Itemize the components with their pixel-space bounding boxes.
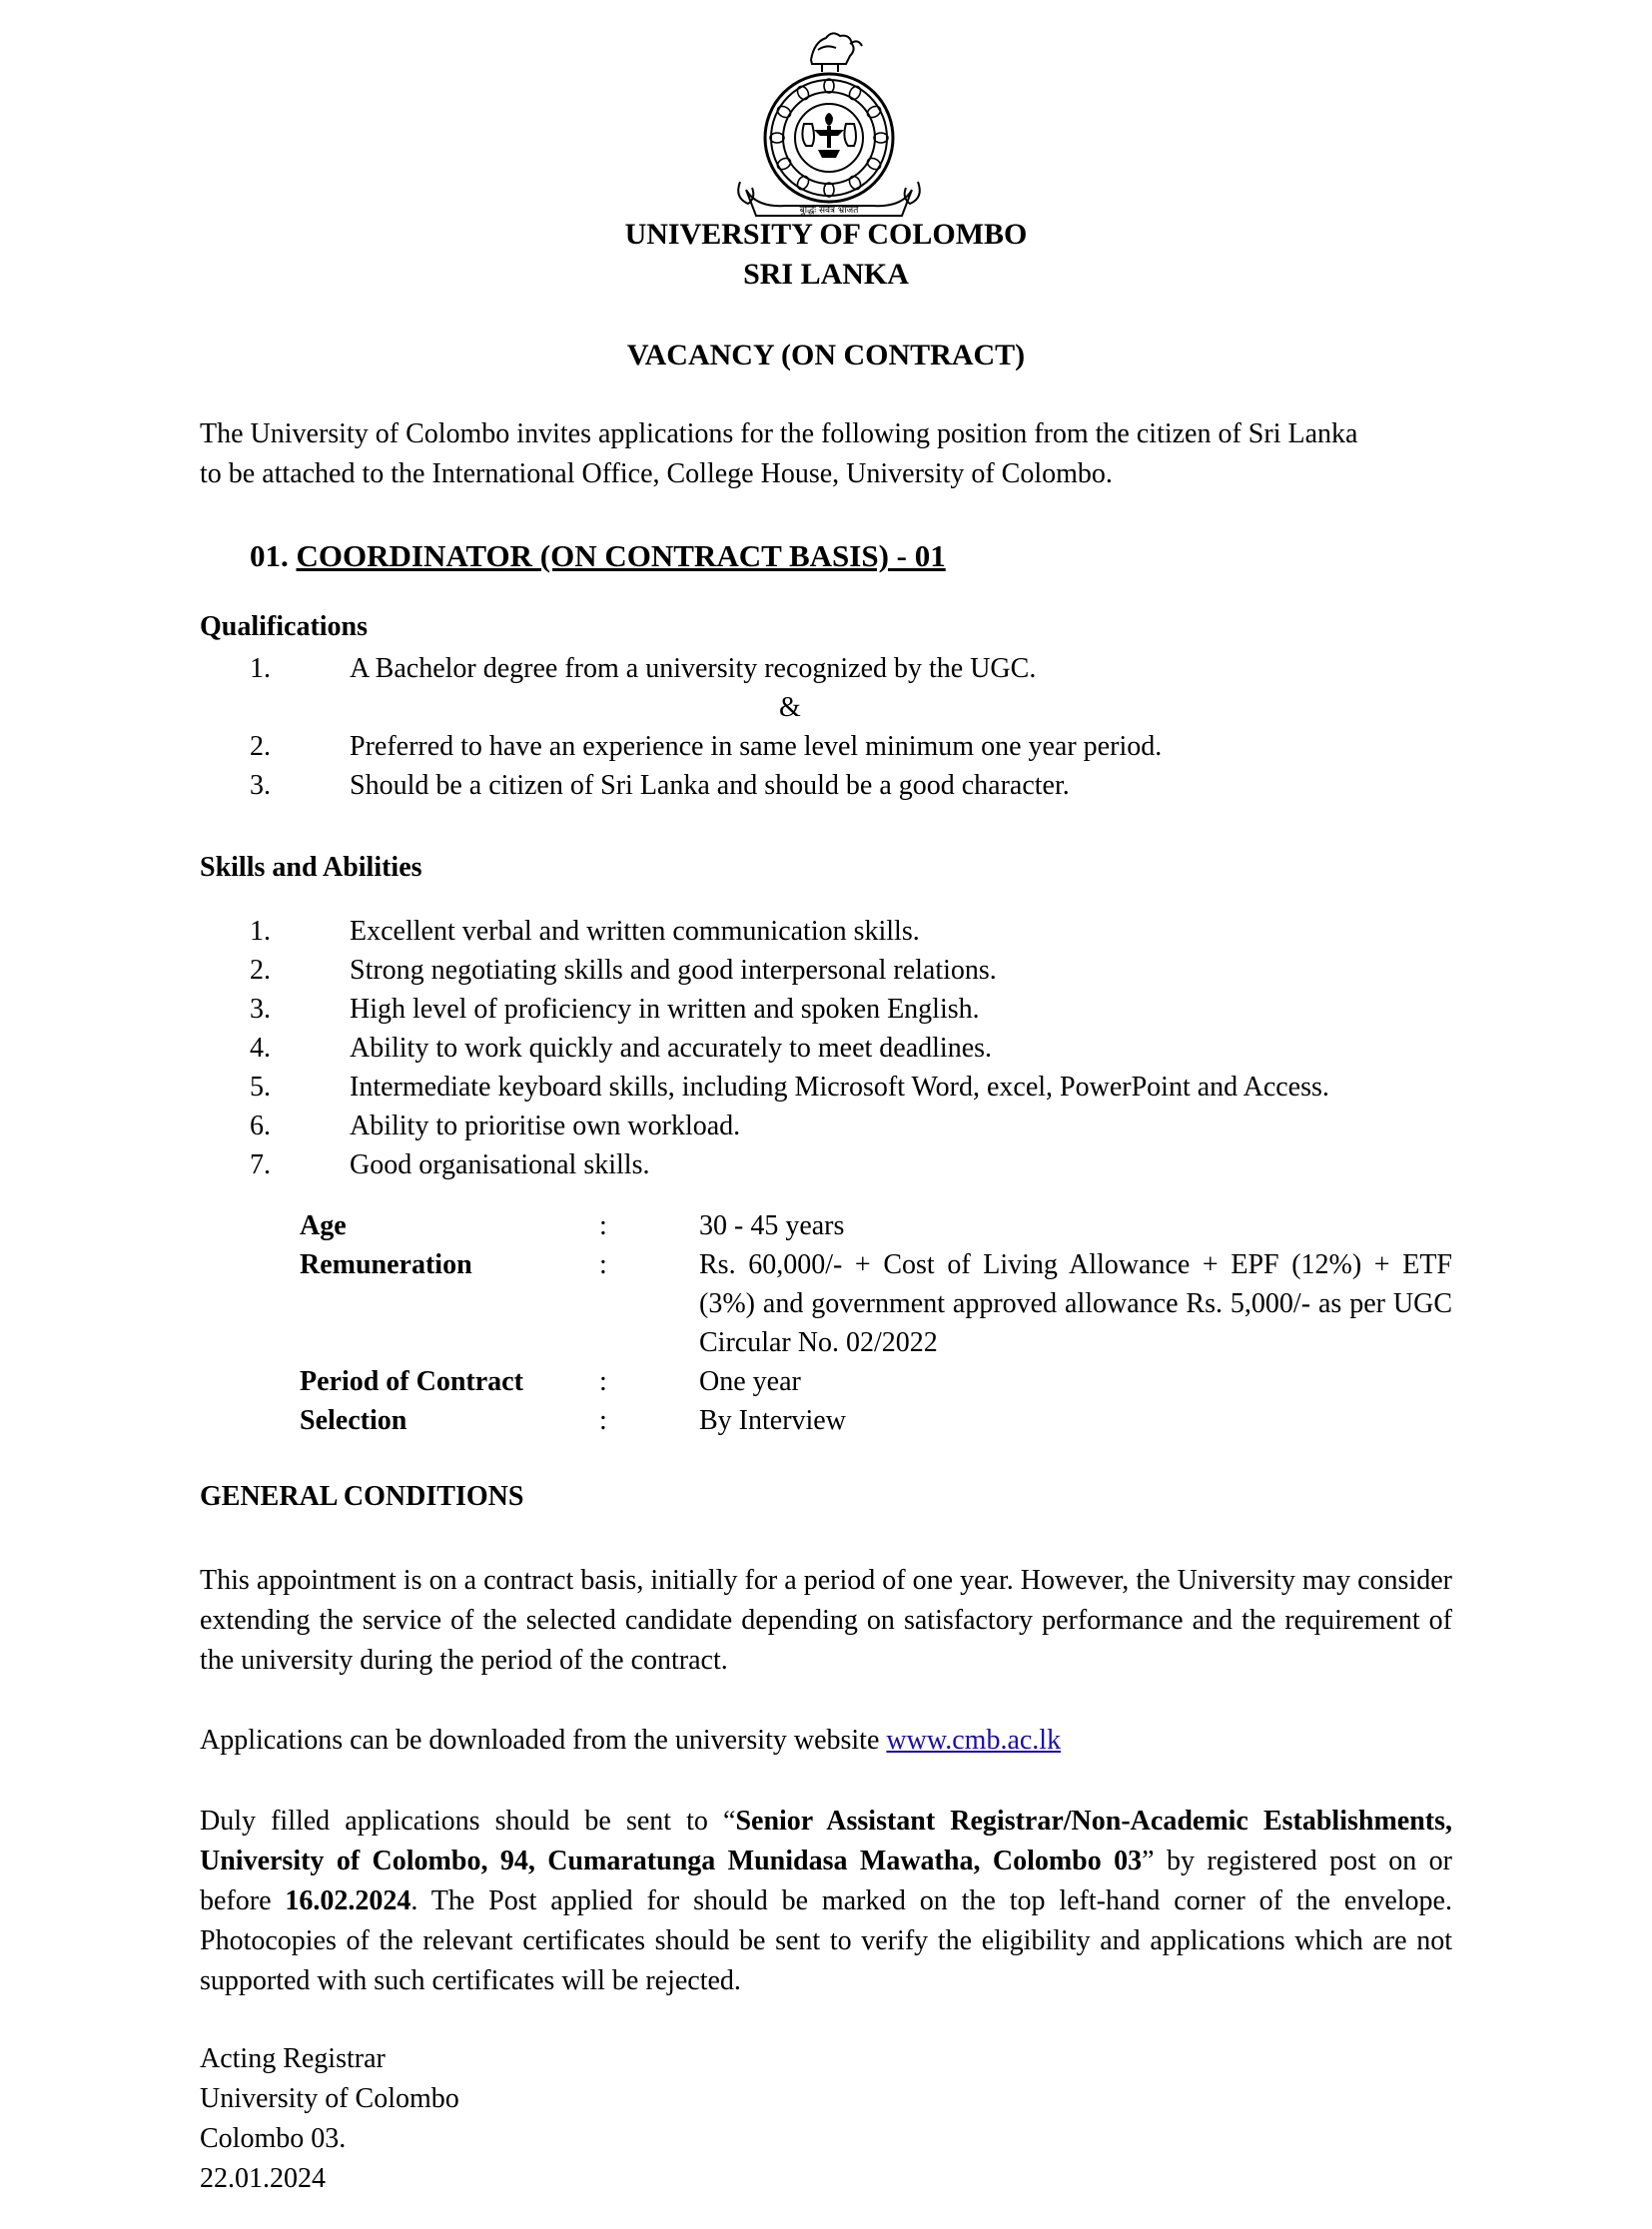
list-number: 3.	[250, 994, 271, 1025]
list-number: 1.	[250, 916, 271, 947]
qualifications-heading: Qualifications	[200, 611, 369, 642]
list-number: 2.	[250, 955, 271, 986]
download-paragraph	[200, 1721, 1061, 1761]
skills-heading: Skills and Abilities	[200, 852, 422, 883]
remuneration-value: Rs. 60,000/- + Cost of Living Allowance + EPF (12%) + ETF (3%) and government approved allowance Rs. 5,000/- as per UGC Circular No. 02/2022	[699, 1249, 1452, 1358]
list-number: 7.	[250, 1149, 271, 1180]
seal-motto: बुद्धिः सर्वत्र भ्राजते	[799, 206, 859, 216]
period-value: One year	[699, 1366, 801, 1397]
list-item	[250, 727, 1348, 766]
contract-paragraph: This appointment is on a contract basis, initially for a period of one year. However, the University may consider extending the service of the selected candidate depending on satisfactory performance and the requirement of the university during the period of the contract.	[200, 1565, 1452, 1676]
list-item	[250, 1068, 1448, 1107]
download-text: Applications can be downloaded from the university website	[200, 1725, 887, 1756]
signatory-org: University of Colombo	[200, 2083, 459, 2114]
list-item	[250, 1029, 1448, 1068]
deadline-date: 16.02.2024	[285, 1885, 412, 1916]
period-colon: :	[599, 1366, 607, 1397]
list-text: A Bachelor degree from a university recognized by the UGC.	[350, 653, 1037, 684]
list-number: 1.	[250, 653, 271, 684]
submission-rest: . The Post applied for should be marked on the top left-hand corner of the envelope. Photocopies of the relevant certificates should be sent to verify the eligibility and applications which are not supported with such certificates will be rejected.	[200, 1885, 1452, 1996]
list-text: Preferred to have an experience in same level minimum one year period.	[350, 731, 1163, 762]
notice-date: 22.01.2024	[200, 2163, 326, 2194]
list-number: 5.	[250, 1072, 271, 1103]
list-text: Should be a citizen of Sri Lanka and should be a good character.	[350, 770, 1070, 801]
remuneration-label: Remuneration	[300, 1249, 472, 1280]
general-conditions-heading: GENERAL CONDITIONS	[200, 1481, 524, 1512]
period-label: Period of Contract	[300, 1366, 523, 1397]
list-text: Good organisational skills.	[350, 1149, 650, 1180]
list-number: 6.	[250, 1111, 271, 1141]
submission-mid: ” by registered post on or before	[200, 1846, 1452, 1916]
list-number: 4.	[250, 1033, 271, 1064]
intro-line-1: The University of Colombo invites applications for the following position from the citizen of Sri Lanka	[200, 418, 1358, 449]
list-text: Ability to work quickly and accurately to meet deadlines.	[350, 1033, 993, 1064]
age-label: Age	[300, 1210, 347, 1241]
signatory-city: Colombo 03.	[200, 2123, 347, 2154]
remuneration-colon: :	[599, 1249, 607, 1280]
signatory-title: Acting Registrar	[200, 2043, 386, 2074]
website-link[interactable]: www.cmb.ac.lk	[886, 1725, 1062, 1756]
list-text: Intermediate keyboard skills, including Microsoft Word, excel, PowerPoint and Access.	[350, 1072, 1329, 1103]
list-item	[250, 766, 1348, 805]
selection-value: By Interview	[699, 1405, 846, 1436]
and-separator: &	[779, 692, 801, 723]
submission-paragraph	[200, 1802, 1452, 2001]
age-value: 30 - 45 years	[699, 1210, 845, 1241]
list-item	[250, 990, 1448, 1029]
list-text: High level of proficiency in written and spoken English.	[350, 994, 980, 1025]
intro-line-2: to be attached to the International Office, College House, University of Colombo.	[200, 458, 1113, 489]
age-colon: :	[599, 1210, 607, 1241]
list-item	[250, 1107, 1448, 1145]
position-heading	[250, 538, 946, 574]
list-item	[250, 951, 1448, 990]
list-text: Ability to prioritise own workload.	[350, 1111, 741, 1141]
list-item	[250, 649, 1348, 688]
list-item	[250, 912, 1448, 951]
university-seal-logo	[726, 20, 932, 220]
qualifications-list	[250, 649, 1348, 805]
list-text: Strong negotiating skills and good interpersonal relations.	[350, 955, 997, 986]
position-number: 01.	[250, 538, 289, 573]
submission-prefix: Duly filled applications should be sent to “	[200, 1806, 736, 1837]
list-text: Excellent verbal and written communication skills.	[350, 916, 920, 947]
position-title: COORDINATOR (ON CONTRACT BASIS) - 01	[296, 538, 946, 573]
skills-list	[250, 912, 1448, 1184]
selection-colon: :	[599, 1405, 607, 1436]
submission-address: Senior Assistant Registrar/Non-Academic Establishments, University of Colombo, 94, Cumaratunga Munidasa Mawatha, Colombo 03	[200, 1806, 1452, 1876]
notice-title: VACANCY (ON CONTRACT)	[626, 339, 1026, 372]
list-item	[250, 1145, 1448, 1184]
university-name: UNIVERSITY OF COLOMBO	[624, 218, 1028, 251]
list-number: 3.	[250, 770, 271, 801]
selection-label: Selection	[300, 1405, 408, 1436]
list-item	[250, 688, 1348, 727]
list-number: 2.	[250, 731, 271, 762]
country-name: SRI LANKA	[743, 258, 909, 291]
